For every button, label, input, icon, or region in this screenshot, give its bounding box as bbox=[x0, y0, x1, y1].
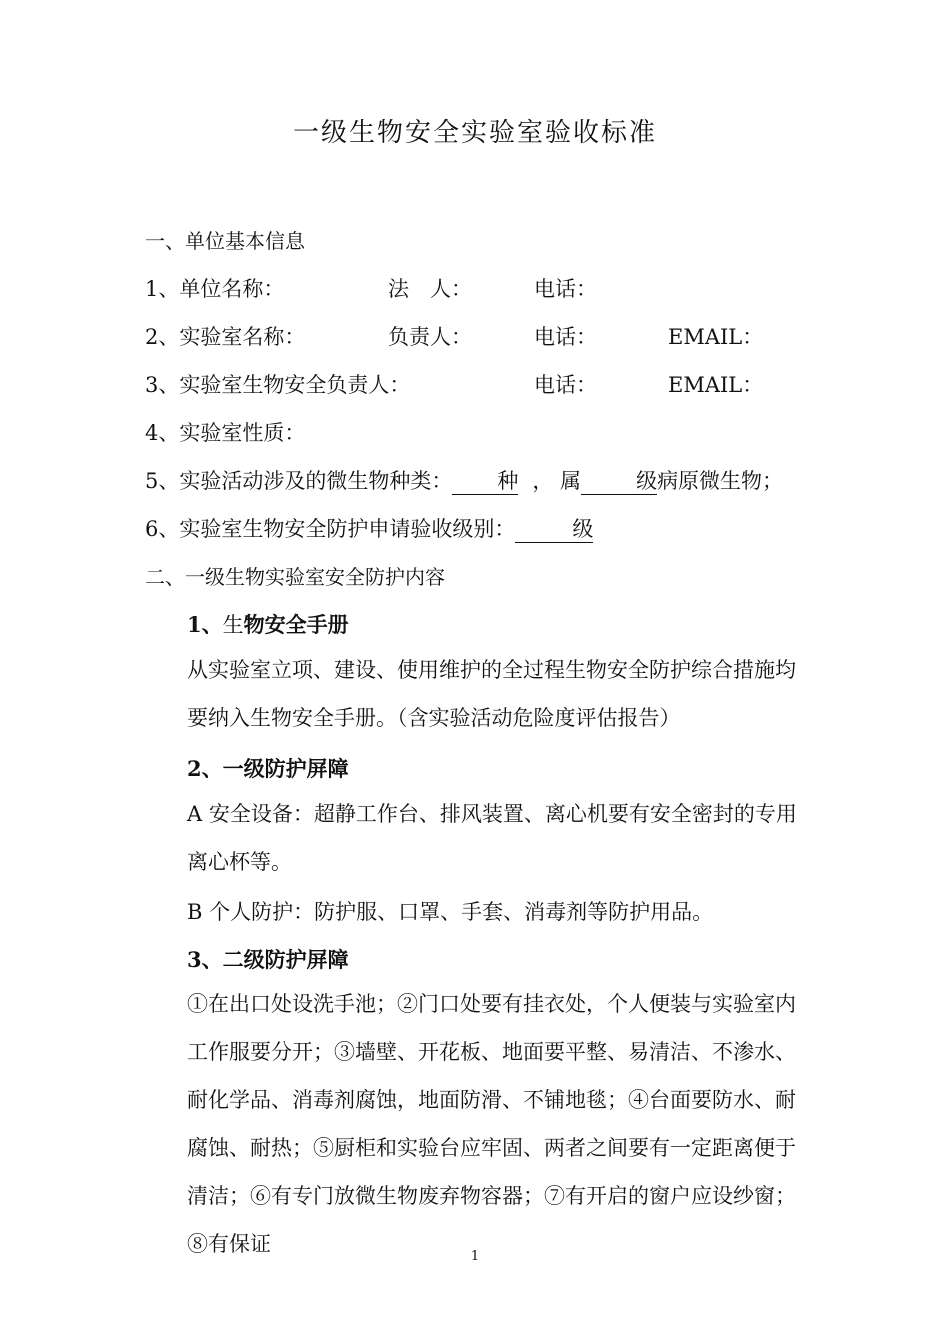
protection-level-label: 6、实验室生物安全防护申请验收级别： bbox=[145, 517, 516, 541]
lab-nature-label: 4、实验室性质： bbox=[145, 421, 306, 445]
pathogen-tail: 病原微生物； bbox=[657, 469, 784, 493]
legal-person-label: 法 人： bbox=[388, 277, 472, 301]
info-row-5 bbox=[145, 466, 783, 496]
genus-label: ， 属 bbox=[532, 469, 582, 493]
pathogen-level-blank[interactable]: 级 bbox=[581, 466, 657, 495]
email-label: EMAIL： bbox=[668, 325, 764, 349]
item3-paragraph: ①在出口处设洗手池；②门口处要有挂衣处，个人便装与实验室内工作服要分开；③墙壁、开花板、地面要平整、易清洁、不渗水、耐化学品、消毒剂腐蚀，地面防滑、不铺地毯；④台面要防水、耐腐蚀、耐热；⑤厨柜和实验台应牢固、两者之间要有一定距离便于清洁；⑥有专门放微生物废弃物容器；⑦有开启的窗户应设纱窗；⑧有保证 bbox=[187, 992, 796, 1256]
item1-paragraph: 从实验室立项、建设、使用维护的全过程生物安全防护综合措施均要纳入生物安全手册。（含实验活动危险度评估报告） bbox=[187, 658, 796, 730]
email-label: EMAIL： bbox=[668, 373, 764, 397]
protection-level-blank[interactable]: 级 bbox=[515, 514, 593, 543]
item2-title: 2、一级防护屏障 bbox=[187, 756, 349, 781]
unit-name-label: 1、单位名称： bbox=[145, 277, 285, 301]
item3-title: 3、二级防护屏障 bbox=[187, 947, 349, 972]
responsible-person-label: 负责人： bbox=[388, 325, 472, 349]
biosafety-officer-label: 3、实验室生物安全负责人： bbox=[145, 373, 411, 397]
section2-heading: 二、一级生物实验室安全防护内容 bbox=[145, 565, 445, 589]
page-number: 1 bbox=[470, 1249, 480, 1264]
section1-heading: 一、单位基本信息 bbox=[145, 229, 305, 253]
microbe-types-label: 5、实验活动涉及的微生物种类： bbox=[145, 469, 453, 493]
lab-name-label: 2、实验室名称： bbox=[145, 325, 306, 349]
item2-paragraph-b: B 个人防护：防护服、口罩、手套、消毒剂等防护用品。 bbox=[187, 900, 714, 924]
item2-paragraph-a: A 安全设备：超静工作台、排风装置、离心机要有安全密封的专用离心杯等。 bbox=[187, 802, 797, 874]
phone-label: 电话： bbox=[534, 373, 597, 397]
phone-label: 电话： bbox=[534, 277, 597, 301]
item1-title: 1、生物安全手册 bbox=[187, 612, 349, 637]
document-title: 一级生物安全实验室验收标准 bbox=[292, 118, 657, 148]
info-row-6 bbox=[145, 514, 593, 544]
phone-label: 电话： bbox=[534, 325, 597, 349]
info-row-4 bbox=[145, 418, 305, 448]
species-count-blank[interactable]: 种 bbox=[452, 466, 518, 495]
